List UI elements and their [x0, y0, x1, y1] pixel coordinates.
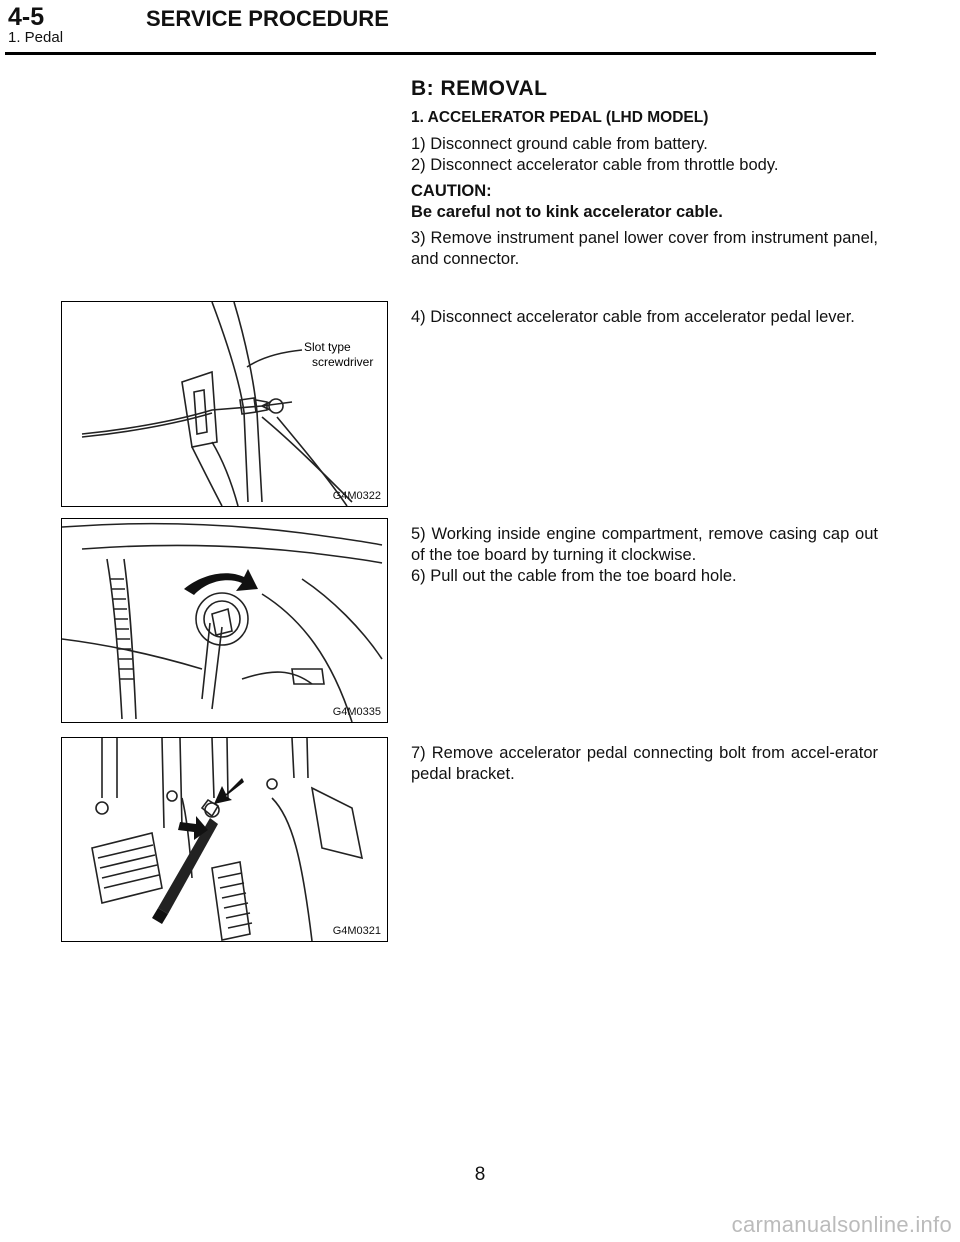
- section-title: SERVICE PROCEDURE: [146, 6, 389, 31]
- accelerator-pedal-subheading: 1. ACCELERATOR PEDAL (LHD MODEL): [411, 109, 709, 126]
- step-3: 3) Remove instrument panel lower cover from instrument panel, and connector.: [411, 229, 878, 268]
- arrow-icon: [214, 778, 244, 804]
- rotation-arrow-icon: [184, 569, 258, 595]
- step-7: 7) Remove accelerator pedal connecting bolt from accel-erator pedal bracket.: [411, 744, 878, 783]
- pedal-bracket-illustration: [62, 738, 387, 941]
- page-number: 8: [474, 1164, 486, 1185]
- removal-heading: B: REMOVAL: [411, 77, 548, 100]
- figure-label-line2: screwdriver: [312, 355, 374, 369]
- figure-code: G4M0322: [332, 490, 381, 502]
- step-2: 2) Disconnect accelerator cable from throttle body.: [411, 156, 779, 174]
- figure-code: G4M0321: [332, 925, 381, 937]
- figure-label-line1: Slot type: [304, 340, 351, 354]
- caution-text: Be careful not to kink accelerator cable.: [411, 203, 723, 221]
- header-rule: [5, 52, 876, 55]
- step-5: 5) Working inside engine compartment, remove casing cap out of the toe board by turning it clockwise.: [411, 525, 878, 564]
- figure-g4m0335: [61, 518, 388, 723]
- watermark: carmanualsonline.info: [731, 1212, 952, 1237]
- toe-board-illustration: [62, 519, 387, 722]
- figure-g4m0322: [61, 301, 388, 507]
- step-4: 4) Disconnect accelerator cable from accelerator pedal lever.: [411, 308, 855, 326]
- screwdriver-illustration: [62, 302, 387, 506]
- steps-5-6: [411, 524, 878, 587]
- figure-g4m0321: [61, 737, 388, 942]
- step-1: 1) Disconnect ground cable from battery.: [411, 135, 708, 153]
- caution-label: CAUTION:: [411, 182, 492, 200]
- steps-1-3: [411, 134, 878, 270]
- subsection-label: 1. Pedal: [8, 29, 64, 46]
- step-6: 6) Pull out the cable from the toe board hole.: [411, 567, 737, 585]
- figure-code: G4M0335: [332, 706, 381, 718]
- section-number: 4-5: [8, 3, 45, 31]
